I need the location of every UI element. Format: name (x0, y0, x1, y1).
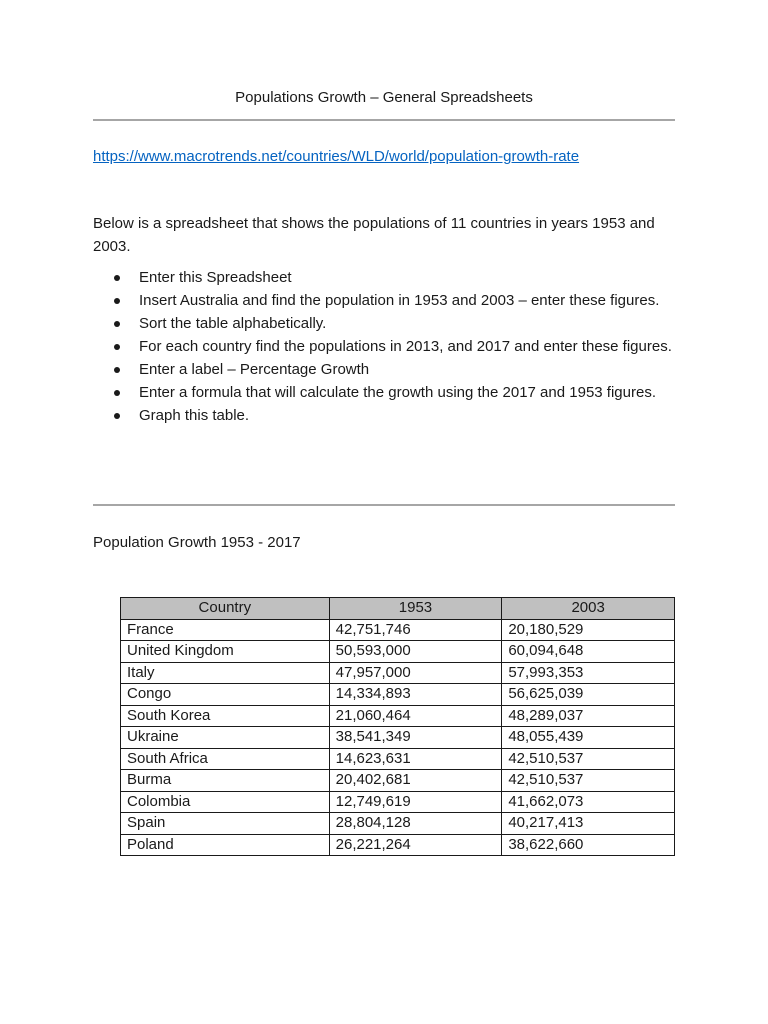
cell-2003: 48,289,037 (502, 705, 675, 727)
cell-country: France (121, 619, 330, 641)
bullet-icon (114, 298, 120, 304)
cell-2003: 42,510,537 (502, 770, 675, 792)
source-link[interactable]: https://www.macrotrends.net/countries/WLD/world/population-growth-rate (93, 148, 580, 165)
cell-country: Italy (121, 662, 330, 684)
table-row (121, 662, 675, 684)
table-header-row (121, 598, 675, 620)
list-item (93, 381, 675, 404)
cell-country: United Kingdom (121, 641, 330, 663)
table-caption: Population Growth 1953 - 2017 (93, 534, 301, 551)
table-row (121, 619, 675, 641)
cell-1953: 14,623,631 (329, 748, 502, 770)
table-row (121, 684, 675, 706)
cell-1953: 38,541,349 (329, 727, 502, 749)
cell-1953: 42,751,746 (329, 619, 502, 641)
cell-1953: 21,060,464 (329, 705, 502, 727)
list-item (93, 335, 675, 358)
table-row (121, 791, 675, 813)
bullet-icon (114, 367, 120, 373)
table-row (121, 705, 675, 727)
list-item-text: For each country find the populations in 2013, and 2017 and enter these figures. (139, 338, 672, 355)
cell-2003: 56,625,039 (502, 684, 675, 706)
table-row (121, 813, 675, 835)
cell-2003: 38,622,660 (502, 834, 675, 856)
cell-1953: 12,749,619 (329, 791, 502, 813)
header-1953: 1953 (329, 598, 502, 620)
bullet-icon (114, 413, 120, 419)
list-item (93, 358, 675, 381)
header-country: Country (121, 598, 330, 620)
bullet-icon (114, 390, 120, 396)
cell-1953: 47,957,000 (329, 662, 502, 684)
cell-2003: 57,993,353 (502, 662, 675, 684)
table-row (121, 641, 675, 663)
cell-country: Poland (121, 834, 330, 856)
list-item-text: Enter a formula that will calculate the growth using the 2017 and 1953 figures. (139, 384, 656, 401)
list-item (93, 404, 675, 427)
cell-country: Burma (121, 770, 330, 792)
list-item (93, 289, 675, 312)
table-row (121, 727, 675, 749)
cell-country: Spain (121, 813, 330, 835)
cell-1953: 28,804,128 (329, 813, 502, 835)
cell-country: South Korea (121, 705, 330, 727)
list-item-text: Graph this table. (139, 407, 250, 424)
cell-1953: 14,334,893 (329, 684, 502, 706)
cell-2003: 48,055,439 (502, 727, 675, 749)
bullet-icon (114, 344, 120, 350)
header-2003: 2003 (502, 598, 675, 620)
table-row (121, 748, 675, 770)
intro-paragraph: Below is a spreadsheet that shows the populations of 11 countries in years 1953 and 2003. (93, 215, 655, 255)
list-item-text: Enter a label – Percentage Growth (139, 361, 370, 378)
bullet-icon (114, 321, 120, 327)
list-item-text: Insert Australia and find the population in 1953 and 2003 – enter these figures. (139, 292, 660, 309)
cell-1953: 20,402,681 (329, 770, 502, 792)
table-row (121, 834, 675, 856)
cell-country: Colombia (121, 791, 330, 813)
cell-country: Ukraine (121, 727, 330, 749)
cell-2003: 20,180,529 (502, 619, 675, 641)
divider-top (93, 119, 675, 121)
population-table (120, 597, 675, 856)
list-item (93, 312, 675, 335)
cell-country: Congo (121, 684, 330, 706)
cell-1953: 26,221,264 (329, 834, 502, 856)
cell-2003: 42,510,537 (502, 748, 675, 770)
table-row (121, 770, 675, 792)
instruction-list (93, 266, 675, 427)
divider-bottom (93, 504, 675, 506)
document-title: Populations Growth – General Spreadsheets (235, 89, 533, 106)
list-item-text: Sort the table alphabetically. (139, 315, 327, 332)
cell-2003: 41,662,073 (502, 791, 675, 813)
list-item (93, 266, 675, 289)
cell-2003: 60,094,648 (502, 641, 675, 663)
cell-country: South Africa (121, 748, 330, 770)
bullet-icon (114, 275, 120, 281)
cell-1953: 50,593,000 (329, 641, 502, 663)
list-item-text: Enter this Spreadsheet (139, 269, 292, 286)
cell-2003: 40,217,413 (502, 813, 675, 835)
